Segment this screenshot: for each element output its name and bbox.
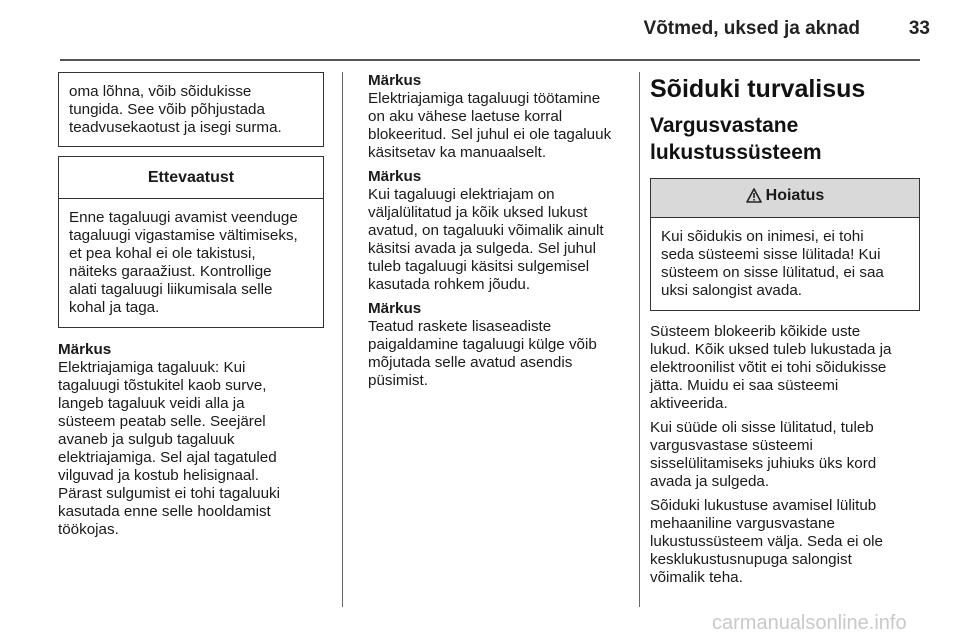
warning-body: Kui sõidukis on inimesi, ei tohi seda süsteemi sisse lülitada! Kui süsteem on sisse lülitatud, ei saa uksi salongist avada. [661, 228, 884, 299]
warning-title-bar [651, 179, 919, 218]
page-number: 33 [908, 18, 930, 39]
column-3 [650, 72, 920, 593]
warning-box [650, 178, 920, 311]
warning-title: Hoiatus [765, 187, 825, 204]
section-title: Sõiduki turvalisus [650, 75, 866, 103]
subsection-title: Vargusvastane lukustussüsteem [650, 114, 822, 164]
note-body: Kui tagaluugi elektriajam on väljalülitatud ja kõik uksed lukust avatud, on tagaluuki võimalik ainult käsitsi avada ja sulgeda. Sel juhul tuleb tagaluugi käsitsi sulgemisel kasutada rohkem jõudu. [368, 186, 604, 293]
column-divider-2 [639, 72, 640, 607]
paragraph: Süsteem blokeerib kõikide uste lukud. Kõik uksed tuleb lukustada ja elektroonilist võtit ei tohi sõidukisse jätta. Muidu ei saa süsteemi aktiveerida. [650, 323, 892, 412]
warning-triangle-icon [746, 188, 762, 208]
header-rule [60, 59, 920, 61]
caution-body: Enne tagaluugi avamist veenduge tagaluugi vigastamise vältimiseks, et pea kohal ei ole takistusi, näiteks garaažiust. Kontrollige alati tagaluugi liikumisala selle kohal ja taga. [69, 209, 298, 316]
note-heading: Märkus [368, 72, 422, 89]
note-body: Teatud raskete lisaseadiste paigaldamine tagaluugi külge võib mõjutada selle avatud asendis püsimist. [368, 318, 597, 389]
note-body: Elektriajamiga tagaluugi töötamine on aku vähese laetuse korral blokeeritud. Sel juhul ei ole tagaluuk käsitsetav ka manuaalselt. [368, 90, 612, 161]
page-header-title: Võtmed, uksed ja aknad [643, 18, 860, 39]
column-2 [368, 72, 630, 396]
watermark: carmanualsonline.info [712, 612, 907, 634]
note-heading: Märkus [368, 168, 422, 185]
paragraph: Sõiduki lukustuse avamisel lülitub mehaaniline vargusvastane lukustussüsteem välja. Seda ei ole kesklukustusnupuga salongist võimalik teha. [650, 497, 884, 586]
note-body: Elektriajamiga tagaluuk: Kui tagaluugi tõstukitel kaob surve, langeb tagaluuk veidi alla ja süsteem peatab selle. Seejärel avaneb ja sulgub tagaluuk elektriajamiga. Sel ajal tagatuled vilguvad ja kostub helisignaal. Pärast sulgumist ei tohi tagaluuki kasutada enne selle hooldamist töökojas. [58, 359, 281, 538]
note-heading: Märkus [58, 341, 112, 358]
continued-warning-box: oma lõhna, võib sõidukisse tungida. See võib põhjustada teadvusekaotust ja isegi surma. [58, 72, 324, 147]
paragraph: Kui süüde oli sisse lülitatud, tuleb vargusvastase süsteemi sisselülitamiseks juhiuks üks kord avada ja sulgeda. [650, 419, 877, 490]
caution-title: Ettevaatust [59, 157, 323, 199]
column-1 [58, 72, 324, 545]
note-heading: Märkus [368, 300, 422, 317]
column-divider-1 [342, 72, 343, 607]
caution-box [58, 156, 324, 328]
